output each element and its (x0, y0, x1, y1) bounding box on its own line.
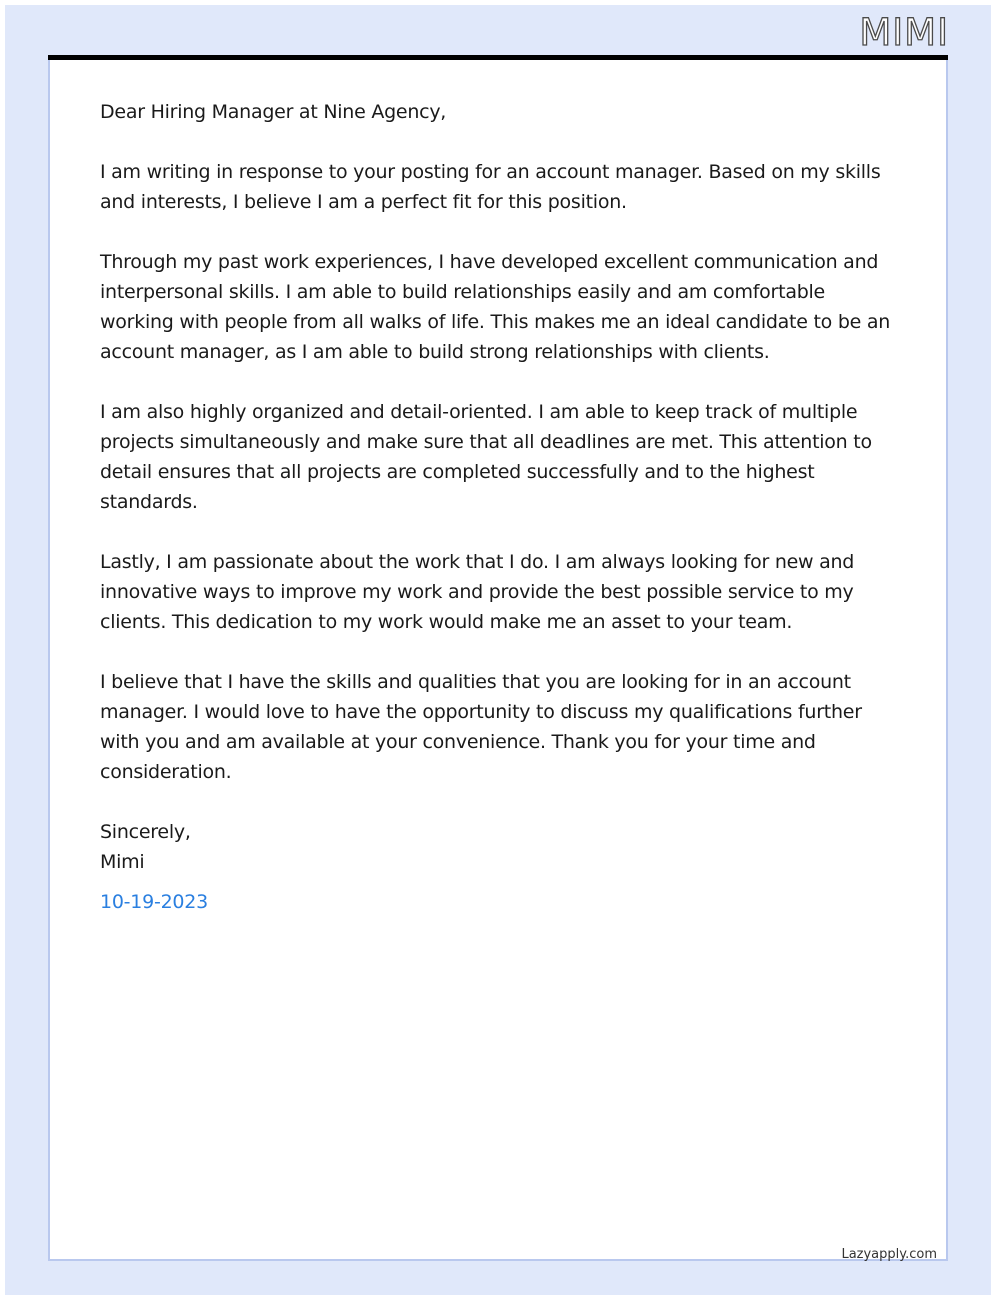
salutation: Dear Hiring Manager at Nine Agency, (100, 101, 447, 123)
paragraph-organization: I am also highly organized and detail-oriented. I am able to keep track of multiple projects simultaneously and make sure that all deadlines are met. This attention to detail ensures that all projects are completed successfully and to the highest standards. (100, 401, 872, 513)
closing: Sincerely, (100, 821, 191, 843)
paragraph-passion: Lastly, I am passionate about the work that I do. I am always looking for new and innovative ways to improve my work and provide the best possible service to my clients. This dedication to my work would make me an asset to your team. (100, 551, 855, 633)
paragraph-communication: Through my past work experiences, I have developed excellent communication and interpersonal skills. I am able to build relationships easily and am comfortable working with people from all walks of life. This makes me an ideal candidate to be an account manager, as I am able to build strong relationships with clients. (100, 251, 891, 363)
cover-letter-body (100, 97, 900, 917)
letter-date: 10-19-2023 (100, 891, 208, 913)
paragraph-conclusion: I believe that I have the skills and qualities that you are looking for in an account manager. I would love to have the opportunity to discuss my qualifications further with you and am available at your convenience. Thank you for your time and consideration. (100, 671, 862, 783)
paragraph-intro: I am writing in response to your posting for an account manager. Based on my skills and interests, I believe I am a perfect fit for this position. (100, 161, 881, 213)
logo: MIMI (859, 11, 949, 54)
footer-brand: Lazyapply.com (841, 1247, 937, 1262)
signature: Mimi (100, 851, 145, 873)
